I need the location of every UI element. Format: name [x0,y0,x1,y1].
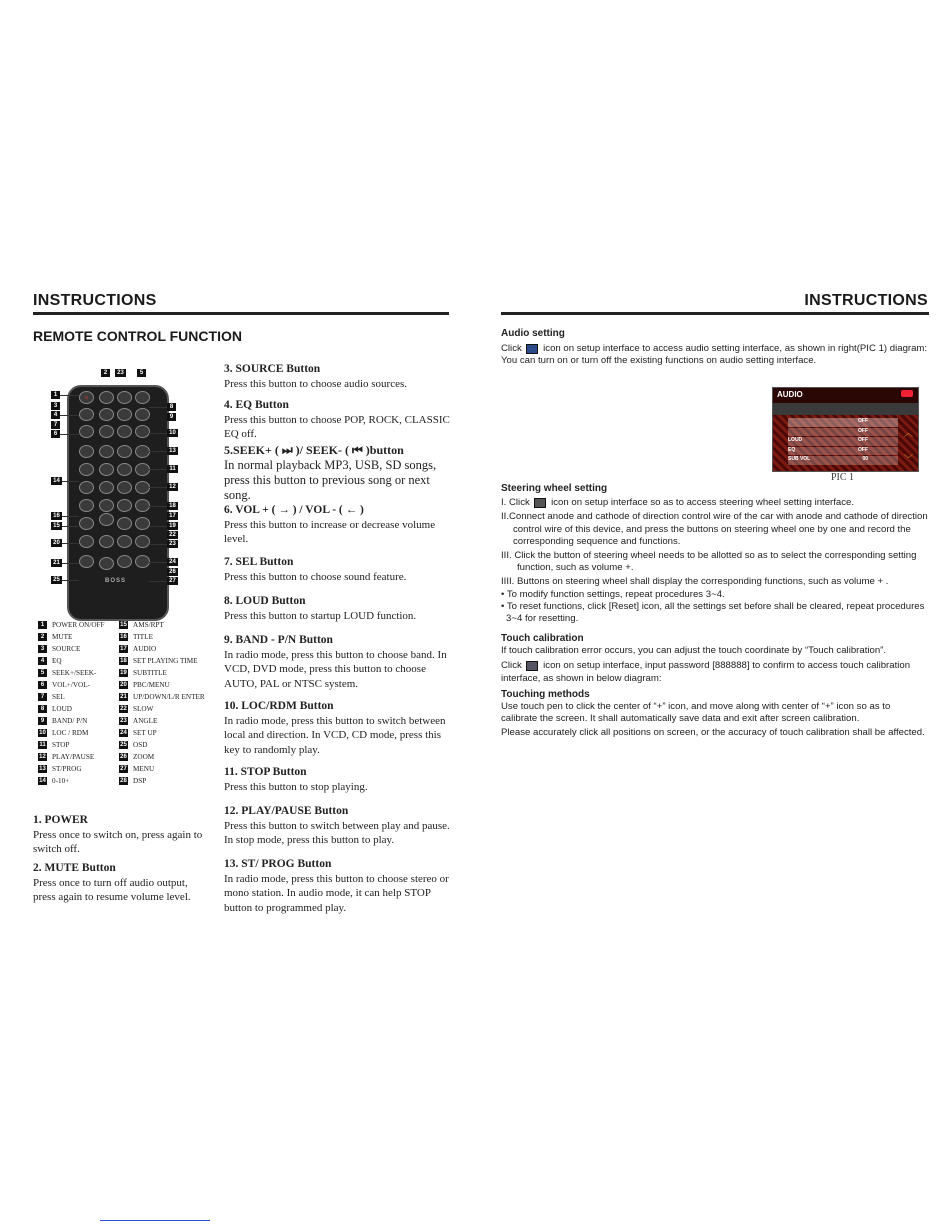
remote-button [99,391,114,404]
callout-3: 3 [51,402,60,410]
leader-line [62,481,79,482]
callout-23: 23 [167,540,178,548]
left-page-header: INSTRUCTIONS [33,292,157,309]
leader-line [149,562,167,563]
remote-button [117,481,132,494]
mute-body: Press once to turn off audio output, press again to resume volume level. [33,876,191,903]
legend-item [119,775,205,787]
legend-number-badge: 20 [120,682,127,688]
audio-line-rest: icon on setup interface to access audio setting interface, as shown in right(PIC 1) diagram: [543,343,928,355]
loc-rdm-button-description [224,699,452,757]
footer-link-underline [100,1220,210,1221]
legend-item [119,727,205,739]
legend-label: ZOOM [133,753,155,761]
steering-p1-rest: icon on setup interface so as to access steering wheel setting interface. [551,497,855,509]
legend-item [119,763,205,775]
legend-number-badge: 28 [120,778,127,784]
screen-rows [788,418,898,465]
legend-label: STOP [52,741,70,749]
desc-title: 7. SEL Button [224,556,294,568]
leader-line [62,543,79,544]
remote-button [99,425,114,438]
legend-number-badge: 22 [120,706,127,712]
legend-item [38,679,105,691]
pic-caption: PIC 1 [831,472,855,483]
st-prog-button-description [224,857,452,915]
remote-diagram [47,365,187,620]
callout-24: 24 [167,558,178,566]
callout-19: 19 [167,522,178,530]
remote-button [117,463,132,476]
touch-calibration-section [501,633,929,685]
legend-item [38,715,105,727]
remote-button [135,535,150,548]
remote-button [117,445,132,458]
mute-description [33,861,208,905]
desc-title: 3. SOURCE Button [224,363,321,375]
legend-number-badge: 9 [38,717,47,725]
legend-item [38,763,105,775]
power-icon: ⏻ [79,391,94,404]
callout-12: 12 [167,483,178,491]
legend-label: SET PLAYING TIME [133,657,198,665]
legend-label: LOUD [52,705,72,713]
audio-setting-screenshot [772,387,919,472]
remote-button [99,408,114,421]
remote-button [79,555,94,568]
desc-title: 8. LOUD Button [224,595,306,607]
legend-number-badge: 2 [38,633,47,641]
remote-button [79,499,94,512]
vol-button-description [224,503,452,547]
legend-column-1 [38,619,105,787]
desc-body: Press this button to increase or decrease volume level. [224,518,436,545]
right-page-header: INSTRUCTIONS [804,292,928,309]
audio-line-prefix: Click [501,343,522,355]
leader-line [149,581,167,582]
callout-20: 20 [51,539,62,547]
seek-button-description [224,443,452,503]
screen-row: SUB VOL 00 [788,456,898,465]
legend-item [119,715,205,727]
callout-13: 13 [167,447,178,455]
power-body: Press once to switch on, press again to switch off. [33,828,203,855]
callout-27: 27 [167,577,178,585]
remote-button [79,481,94,494]
callout-22: 22 [167,531,178,539]
band-button-description [224,633,452,691]
leader-line [60,415,79,416]
legend-number-badge: 21 [120,694,127,700]
touching-methods-p2: Please accurately click all positions on screen, or the accuracy of touch calibration shall be affected. [501,726,925,738]
desc-title: 5.SEEK+ ( ⏭ )/ SEEK- ( ⏮ )button [224,443,404,457]
legend-label: SEL [52,693,65,701]
legend-label: OSD [133,741,148,749]
loud-button-description [224,594,452,623]
legend-number-badge: 26 [120,754,127,760]
leader-line [149,407,167,408]
remote-button [99,445,114,458]
desc-body: Press this button to choose audio sources. [224,377,408,390]
back-icon [901,390,913,397]
remote-button [117,499,132,512]
desc-title: 13. ST/ PROG Button [224,858,332,870]
legend-label: EQ [52,657,62,665]
desc-title: 10. LOC/RDM Button [224,700,334,712]
desc-body: Press this button to switch between play and pause. In stop mode, press this button to play. [224,819,450,846]
legend-item [38,619,105,631]
legend-item [38,751,105,763]
legend-label: TITLE [133,633,153,641]
stop-button-description [224,765,452,794]
legend-item [38,727,105,739]
legend-label: PLAY/PAUSE [52,753,95,761]
desc-title: 4. EQ Button [224,399,289,411]
legend-label: SEEK+/SEEK- [52,669,97,677]
touch-calibration-icon [526,661,538,671]
legend-item [119,667,205,679]
callout-11: 11 [167,465,178,473]
legend-item [119,751,205,763]
left-arrow-icon [79,535,94,548]
legend-number-badge: 3 [38,645,47,653]
left-header-rule [33,312,449,315]
callout-1: 1 [51,391,60,399]
legend-label: DSP [133,777,147,785]
screen-tab-bar [773,403,918,415]
down-arrow-icon [99,557,114,570]
callout-7: 7 [51,421,60,429]
legend-item [38,667,105,679]
callout-5: 5 [137,369,146,377]
desc-body: Press this button to choose POP, ROCK, CLASSIC EQ off. [224,413,450,440]
screen-row: LOUD OFF [788,437,898,446]
legend-number-badge: 15 [120,622,127,628]
legend-item [119,703,205,715]
leader-line [62,563,79,564]
desc-title: 6. VOL + ( → ) / VOL - ( ← ) [224,504,364,516]
legend-label: POWER ON/OFF [52,621,105,629]
legend-number-badge: 17 [120,646,127,652]
callout-25: 25 [51,576,62,584]
callout-17: 17 [167,512,178,520]
callout-10: 10 [167,429,178,437]
legend-label: ANGLE [133,717,158,725]
sel-button-description [224,555,452,584]
remote-button [99,499,114,512]
legend-label: MENU [133,765,155,773]
legend-label: AMS/RPT [133,621,164,629]
legend-number-badge: 5 [38,669,47,677]
legend-label: VOL+/VOL- [52,681,90,689]
power-description [33,813,218,857]
legend-label: PBC/MENU [133,681,170,689]
legend-item [119,655,205,667]
remote-button [79,463,94,476]
legend-number-badge: 7 [38,693,47,701]
legend-number-badge: 24 [120,730,127,736]
callout-15: 15 [51,522,62,530]
eq-button-description [224,398,452,442]
remote-button [135,445,150,458]
legend-number-badge: 23 [120,718,127,724]
audio-line-2: You can turn on or turn off the existing functions on audio setting interface. [501,355,817,367]
remote-button [117,425,132,438]
touching-methods-section [501,689,929,739]
leader-line [62,526,79,527]
legend-number-badge: 16 [120,634,127,640]
touching-methods-title: Touching methods [501,689,590,700]
callout-21: 21 [51,559,62,567]
leader-line [149,433,167,434]
callout-9: 9 [167,413,176,421]
legend-item [38,775,105,787]
remote-button [117,555,132,568]
legend-label: SOURCE [52,645,81,653]
legend-number-badge: 25 [120,742,127,748]
right-header-rule [501,312,929,315]
legend-number-badge: 12 [39,754,46,760]
remote-button [135,425,150,438]
steering-p1-prefix: I. Click [501,497,530,509]
remote-button [135,499,150,512]
screen-row: OFF [788,428,898,437]
legend-number-badge: 1 [38,621,47,629]
remote-button [135,463,150,476]
right-arrow-icon [117,535,132,548]
callout-2: 2 [101,369,110,377]
remote-button [135,517,150,530]
legend-number-badge: 13 [39,766,46,772]
legend-item [119,691,205,703]
remote-button [79,517,94,530]
remote-button [135,391,150,404]
desc-body: In radio mode, press this button to choose band. In VCD, DVD mode, press this button to choose AUTO, PAL or NTSC system. [224,648,447,690]
desc-title: 9. BAND - P/N Button [224,634,333,646]
legend-label: UP/DOWN/L/R ENTER [133,693,205,701]
legend-number-badge: 19 [120,670,127,676]
leader-line [149,451,167,452]
legend-number-badge: 6 [38,681,47,689]
desc-title: 11. STOP Button [224,766,307,778]
screen-row: OFF [788,418,898,427]
desc-body: In radio mode, press this button to choose stereo or mono station. In audio mode, it can help STOP button to programmed play. [224,872,449,914]
steering-p2: II.Connect anode and cathode of direction control wire of the car with anode and cathode of direction control wire of this device, and press the buttons on steering wheel one by one and record the corresponding sequence and functions. [501,511,928,547]
remote-brand-logo: BOSS [105,578,127,584]
legend-label: SUBTITLE [133,669,167,677]
touching-methods-p1: Use touch pen to click the center of “+” icon, and move along with center of “+” icon so as to calibrate the screen. It shall automatically save data and exit after screen calibration. [501,701,891,725]
legend-number-badge: 11 [39,742,46,748]
legend-label: LOC / RDM [52,729,89,737]
touch-p2-prefix: Click [501,660,522,672]
callout-8: 8 [167,403,176,411]
legend-label: MUTE [52,633,73,641]
remote-button [79,408,94,421]
touch-calibration-title: Touch calibration [501,633,584,644]
steering-wheel-icon [534,498,546,508]
desc-body: Press this button to stop playing. [224,780,368,793]
leader-line [149,544,167,545]
legend-item [38,655,105,667]
legend-label: SLOW [133,705,154,713]
remote-button [117,408,132,421]
remote-button [135,408,150,421]
legend-label: SET UP [133,729,157,737]
audio-setting-title: Audio setting [501,328,565,339]
legend-label: 0-10+ [52,777,70,785]
enter-button [99,535,114,548]
touch-p2-rest: icon on setup interface, input password [888888] to confirm to access touch calibration interface, as shown in below diagram: [501,660,911,684]
legend-item [119,619,205,631]
legend-number-badge: 10 [39,730,46,736]
remote-button [117,517,132,530]
remote-button [135,481,150,494]
remote-button [79,425,94,438]
desc-body: In radio mode, press this button to switch between local and direction. In VCD, CD mode, press this key to randomly play. [224,714,446,756]
screen-title: AUDIO [777,390,803,399]
play-pause-button-description [224,804,452,848]
legend-number-badge: 4 [38,657,47,665]
legend-item [38,631,105,643]
audio-setting-section [501,328,929,368]
desc-body: In normal playback MP3, USB, SD songs, press this button to previous song or next song. [224,457,437,502]
legend-item [119,631,205,643]
power-title: 1. POWER [33,814,88,826]
legend-column-2 [119,619,205,787]
legend-number-badge: 8 [38,705,47,713]
legend-label: ST/PROG [52,765,82,773]
callout-4: 4 [51,411,60,419]
remote-button [117,391,132,404]
legend-item [119,739,205,751]
scroll-up-icon: ︿ [904,429,914,439]
steering-title: Steering wheel setting [501,483,608,494]
remote-button [99,481,114,494]
steering-wheel-section [501,483,929,625]
legend-item [38,703,105,715]
remote-button [79,445,94,458]
leader-line [62,580,79,581]
callout-6: 6 [51,430,60,438]
callout-16: 16 [51,512,62,520]
audio-settings-icon [526,344,538,354]
desc-body: Press this button to startup LOUD function. [224,609,417,622]
callout-26: 26 [167,568,178,576]
callout-18: 18 [167,502,178,510]
touch-calibration-p1: If touch calibration error occurs, you can adjust the touch coordinate by “Touch calibration”. [501,645,887,657]
legend-item [119,679,205,691]
screen-row: EQ OFF [788,447,898,456]
legend-number-badge: 14 [39,778,46,784]
leader-line [62,516,79,517]
desc-title: 12. PLAY/PAUSE Button [224,805,349,817]
legend-number-badge: 18 [120,658,127,664]
callout-23: 23 [115,369,126,377]
desc-body: Press this button to choose sound feature. [224,570,407,583]
steering-p3: III. Click the button of steering wheel needs to be allotted so as to select the corresponding setting function, such as volume +. [501,550,917,574]
remote-button [135,555,150,568]
legend-label: AUDIO [133,645,157,653]
leader-line [149,487,167,488]
leader-line [149,526,167,527]
legend-label: BAND/ P/N [52,717,88,725]
source-button-description [224,362,452,391]
leader-line [60,395,79,396]
steering-p4: IIII. Buttons on steering wheel shall display the corresponding functions, such as volume + . [501,576,889,588]
mute-title: 2. MUTE Button [33,862,116,874]
legend-item [119,643,205,655]
scroll-down-icon: ﹀ [904,455,914,465]
legend-number-badge: 27 [120,766,127,772]
callout-14: 14 [51,477,62,485]
leader-line [149,506,167,507]
leader-line [149,469,167,470]
legend-item [38,691,105,703]
legend-item [38,643,105,655]
steering-bullet-1: • To modify function settings, repeat procedures 3~4. [501,588,725,600]
legend-item [38,739,105,751]
remote-button [99,463,114,476]
section-title: REMOTE CONTROL FUNCTION [33,328,242,344]
steering-bullet-2: • To reset functions, click [Reset] icon, all the settings set before shall be cleared, repeat procedures 3~4 for resetting. [501,600,925,625]
leader-line [60,434,79,435]
up-arrow-icon [99,513,114,526]
